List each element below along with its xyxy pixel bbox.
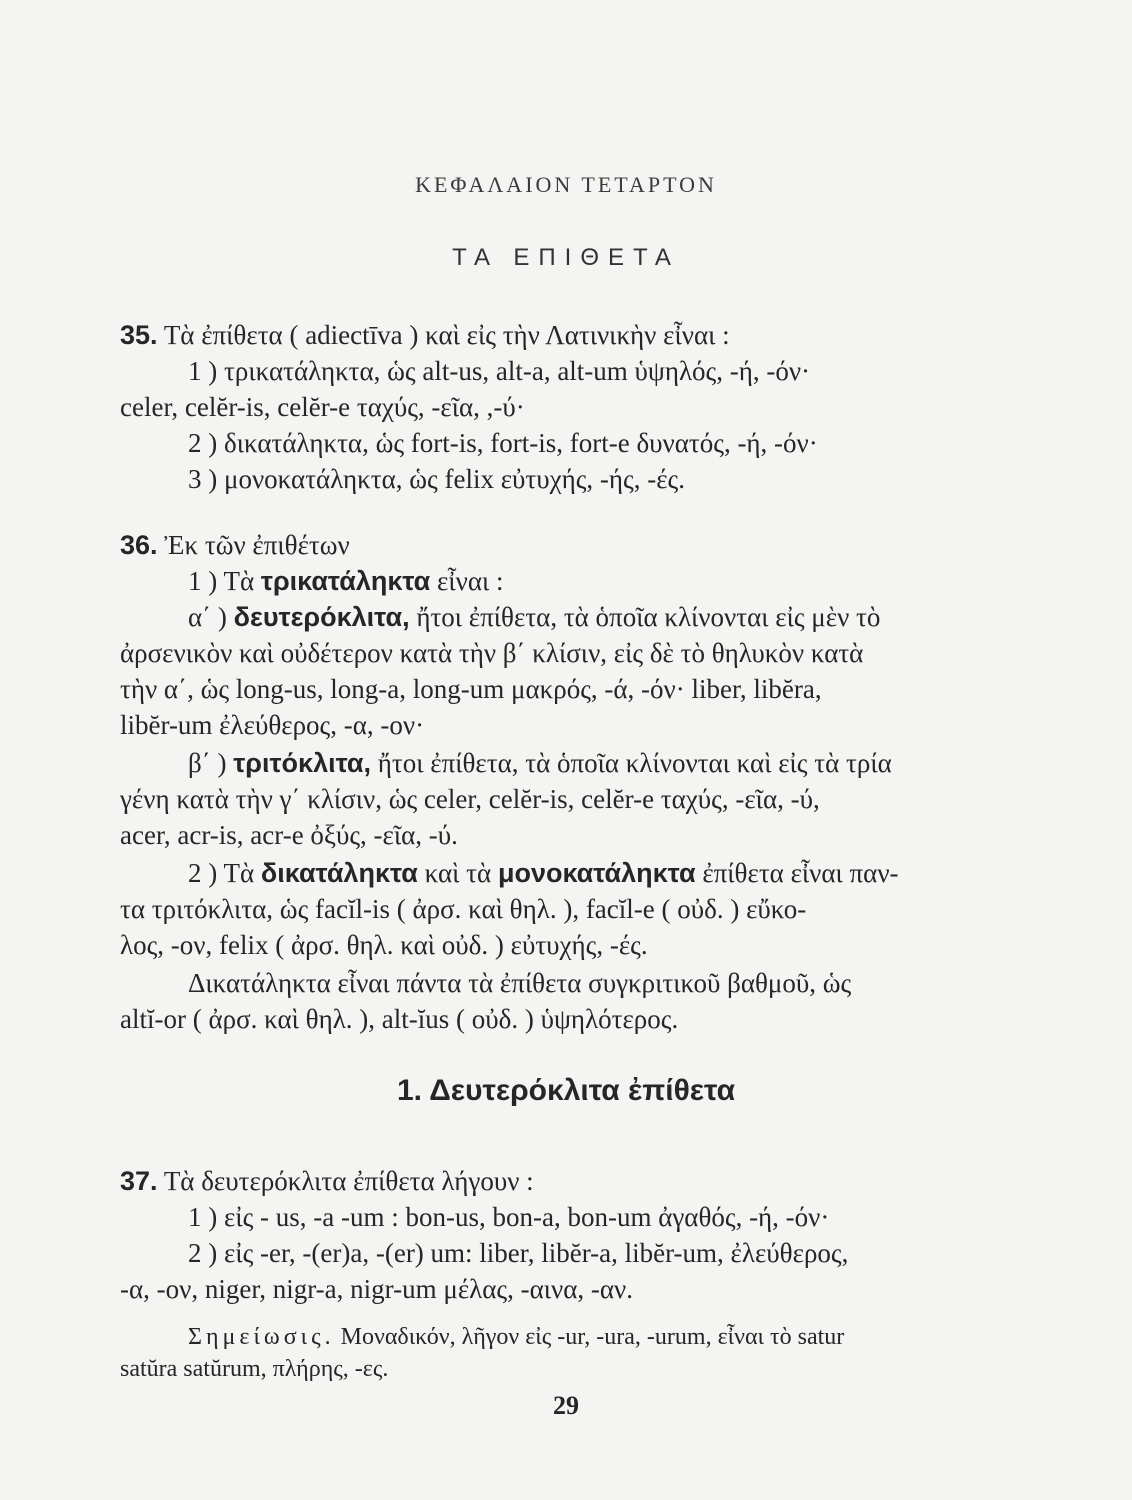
p36-b-post: ἤτοι ἐπίθετα, τὰ ὁποῖα κλίνονται καὶ εἰς τὰ τρία xyxy=(377,748,892,778)
chapter-title: ΚΕΦΑΛΑΙΟΝ ΤΕΤΑΡΤΟΝ xyxy=(415,172,717,197)
p36-line-9: acer, acr-is, acr-e ὀξύς, -εῖα, -ύ. xyxy=(120,820,458,850)
p36-line-7 xyxy=(188,746,892,780)
p36-line-13: Δικατάληκτα εἶναι πάντα τὰ ἐπίθετα συγκριτικοῦ βαθμοῦ, ὡς xyxy=(188,968,852,998)
p36-a-pre: α΄ ) xyxy=(188,602,227,632)
p37-line-3: 2 ) εἰς -er, -(er)a, -(er) um: liber, libĕr-a, libĕr-um, ἐλεύθερος, xyxy=(188,1238,849,1268)
note-label: Σημείωσις. xyxy=(188,1324,335,1350)
p35-line-4: 2 ) δικατάληκτα, ὡς fort-is, fort-is, fort-e δυνατός, -ή, -όν· xyxy=(188,428,818,458)
p37-intro: Τὰ δευτερόκλιτα ἐπίθετα λήγουν : xyxy=(163,1166,534,1196)
p36-l2-bold-1: δικατάληκτα xyxy=(260,858,418,888)
p36-line-4: ἀρσενικὸν καὶ οὐδέτερον κατὰ τὴν β΄ κλίσιν, εἰς δὲ τὸ θηλυκὸν κατὰ xyxy=(120,638,864,668)
p35-line-1 xyxy=(120,318,730,352)
p35-line-2: 1 ) τρικατάληκτα, ὡς alt-us, alt-a, alt-um ὑψηλός, -ή, -όν· xyxy=(188,356,811,386)
section-title: ΤΑ ΕΠΙΘΕΤΑ xyxy=(452,244,680,271)
p36-l2-mid: καὶ τὰ xyxy=(424,858,492,888)
p36-line-6: libĕr-um ἐλεύθερος, -α, -ον· xyxy=(120,710,425,740)
p36-line-8: γένη κατὰ τὴν γ΄ κλίσιν, ὡς celer, celĕr-is, celĕr-e ταχύς, -εῖα, -ύ, xyxy=(120,784,820,814)
p36-l1-pre: 1 ) Τὰ xyxy=(188,566,255,596)
p37-number: 37. xyxy=(120,1166,158,1196)
p36-line-12: λος, -ον, felix ( ἀρσ. θηλ. καὶ οὐδ. ) εὐτυχής, -ές. xyxy=(120,930,648,960)
p36-a-post: ἤτοι ἐπίθετα, τὰ ὁποῖα κλίνονται εἰς μὲν τὸ xyxy=(416,602,881,632)
p36-l1-post: εἶναι : xyxy=(437,566,504,596)
p36-line-14: altĭ-or ( ἀρσ. καὶ θηλ. ), alt-ĭus ( οὐδ. ) ὑψηλότερος. xyxy=(120,1004,679,1034)
p36-l1-bold: τρικατάληκτα xyxy=(260,566,431,596)
p35-text-1: Τὰ ἐπίθετα ( adiectīva ) καὶ εἰς τὴν Λατινικὴν εἶναι : xyxy=(163,320,730,350)
p36-line-11: τα τριτόκλιτα, ὡς facĭl-is ( ἀρσ. καὶ θηλ. ), facĭl-e ( οὐδ. ) εὔκο- xyxy=(120,894,807,924)
p37-line-2: 1 ) εἰς - us, -a -um : bon-us, bon-a, bon-um ἀγαθός, -ή, -όν· xyxy=(188,1202,830,1232)
p36-number: 36. xyxy=(120,530,158,560)
p36-line-1 xyxy=(120,528,350,562)
section-heading: 1. Δευτερόκλιτα ἐπίθετα xyxy=(396,1074,736,1107)
p36-l2-post: ἐπίθετα εἶναι παν- xyxy=(702,858,899,888)
p36-line-5: τὴν α΄, ὡς long-us, long-a, long-um μακρός, -ά, -όν· liber, libĕra, xyxy=(120,674,822,704)
p37-line-4: -α, -ον, niger, nigr-a, nigr-um μέλας, -αινα, -αν. xyxy=(120,1274,633,1304)
p36-l2-pre: 2 ) Τὰ xyxy=(188,858,255,888)
p36-line-10 xyxy=(188,856,899,890)
p36-intro: Ἐκ τῶν ἐπιθέτων xyxy=(164,530,350,560)
p35-line-5: 3 ) μονοκατάληκτα, ὡς felix εὐτυχής, -ής, -ές. xyxy=(188,464,685,494)
p35-number: 35. xyxy=(120,320,158,350)
note-text-1: Μοναδικόν, λῆγον εἰς -ur, -ura, -urum, εἶναι τὸ satur xyxy=(340,1324,845,1350)
p35-line-3: celer, celĕr-is, celĕr-e ταχύς, -εῖα, ,-ύ· xyxy=(120,392,525,422)
p36-b-bold: τριτόκλιτα, xyxy=(233,748,372,778)
p36-b-pre: β΄ ) xyxy=(188,748,227,778)
p37-note-line-2: satŭra satŭrum, πλήρης, -ες. xyxy=(120,1356,389,1382)
p37-note-line-1 xyxy=(188,1320,844,1354)
p36-line-3 xyxy=(188,600,880,634)
p36-l2-bold-2: μονοκατάληκτα xyxy=(497,858,696,888)
p36-line-2 xyxy=(188,564,504,598)
p36-a-bold: δευτερόκλιτα, xyxy=(233,602,410,632)
p37-line-1 xyxy=(120,1164,534,1198)
page-number: 29 xyxy=(553,1391,579,1420)
